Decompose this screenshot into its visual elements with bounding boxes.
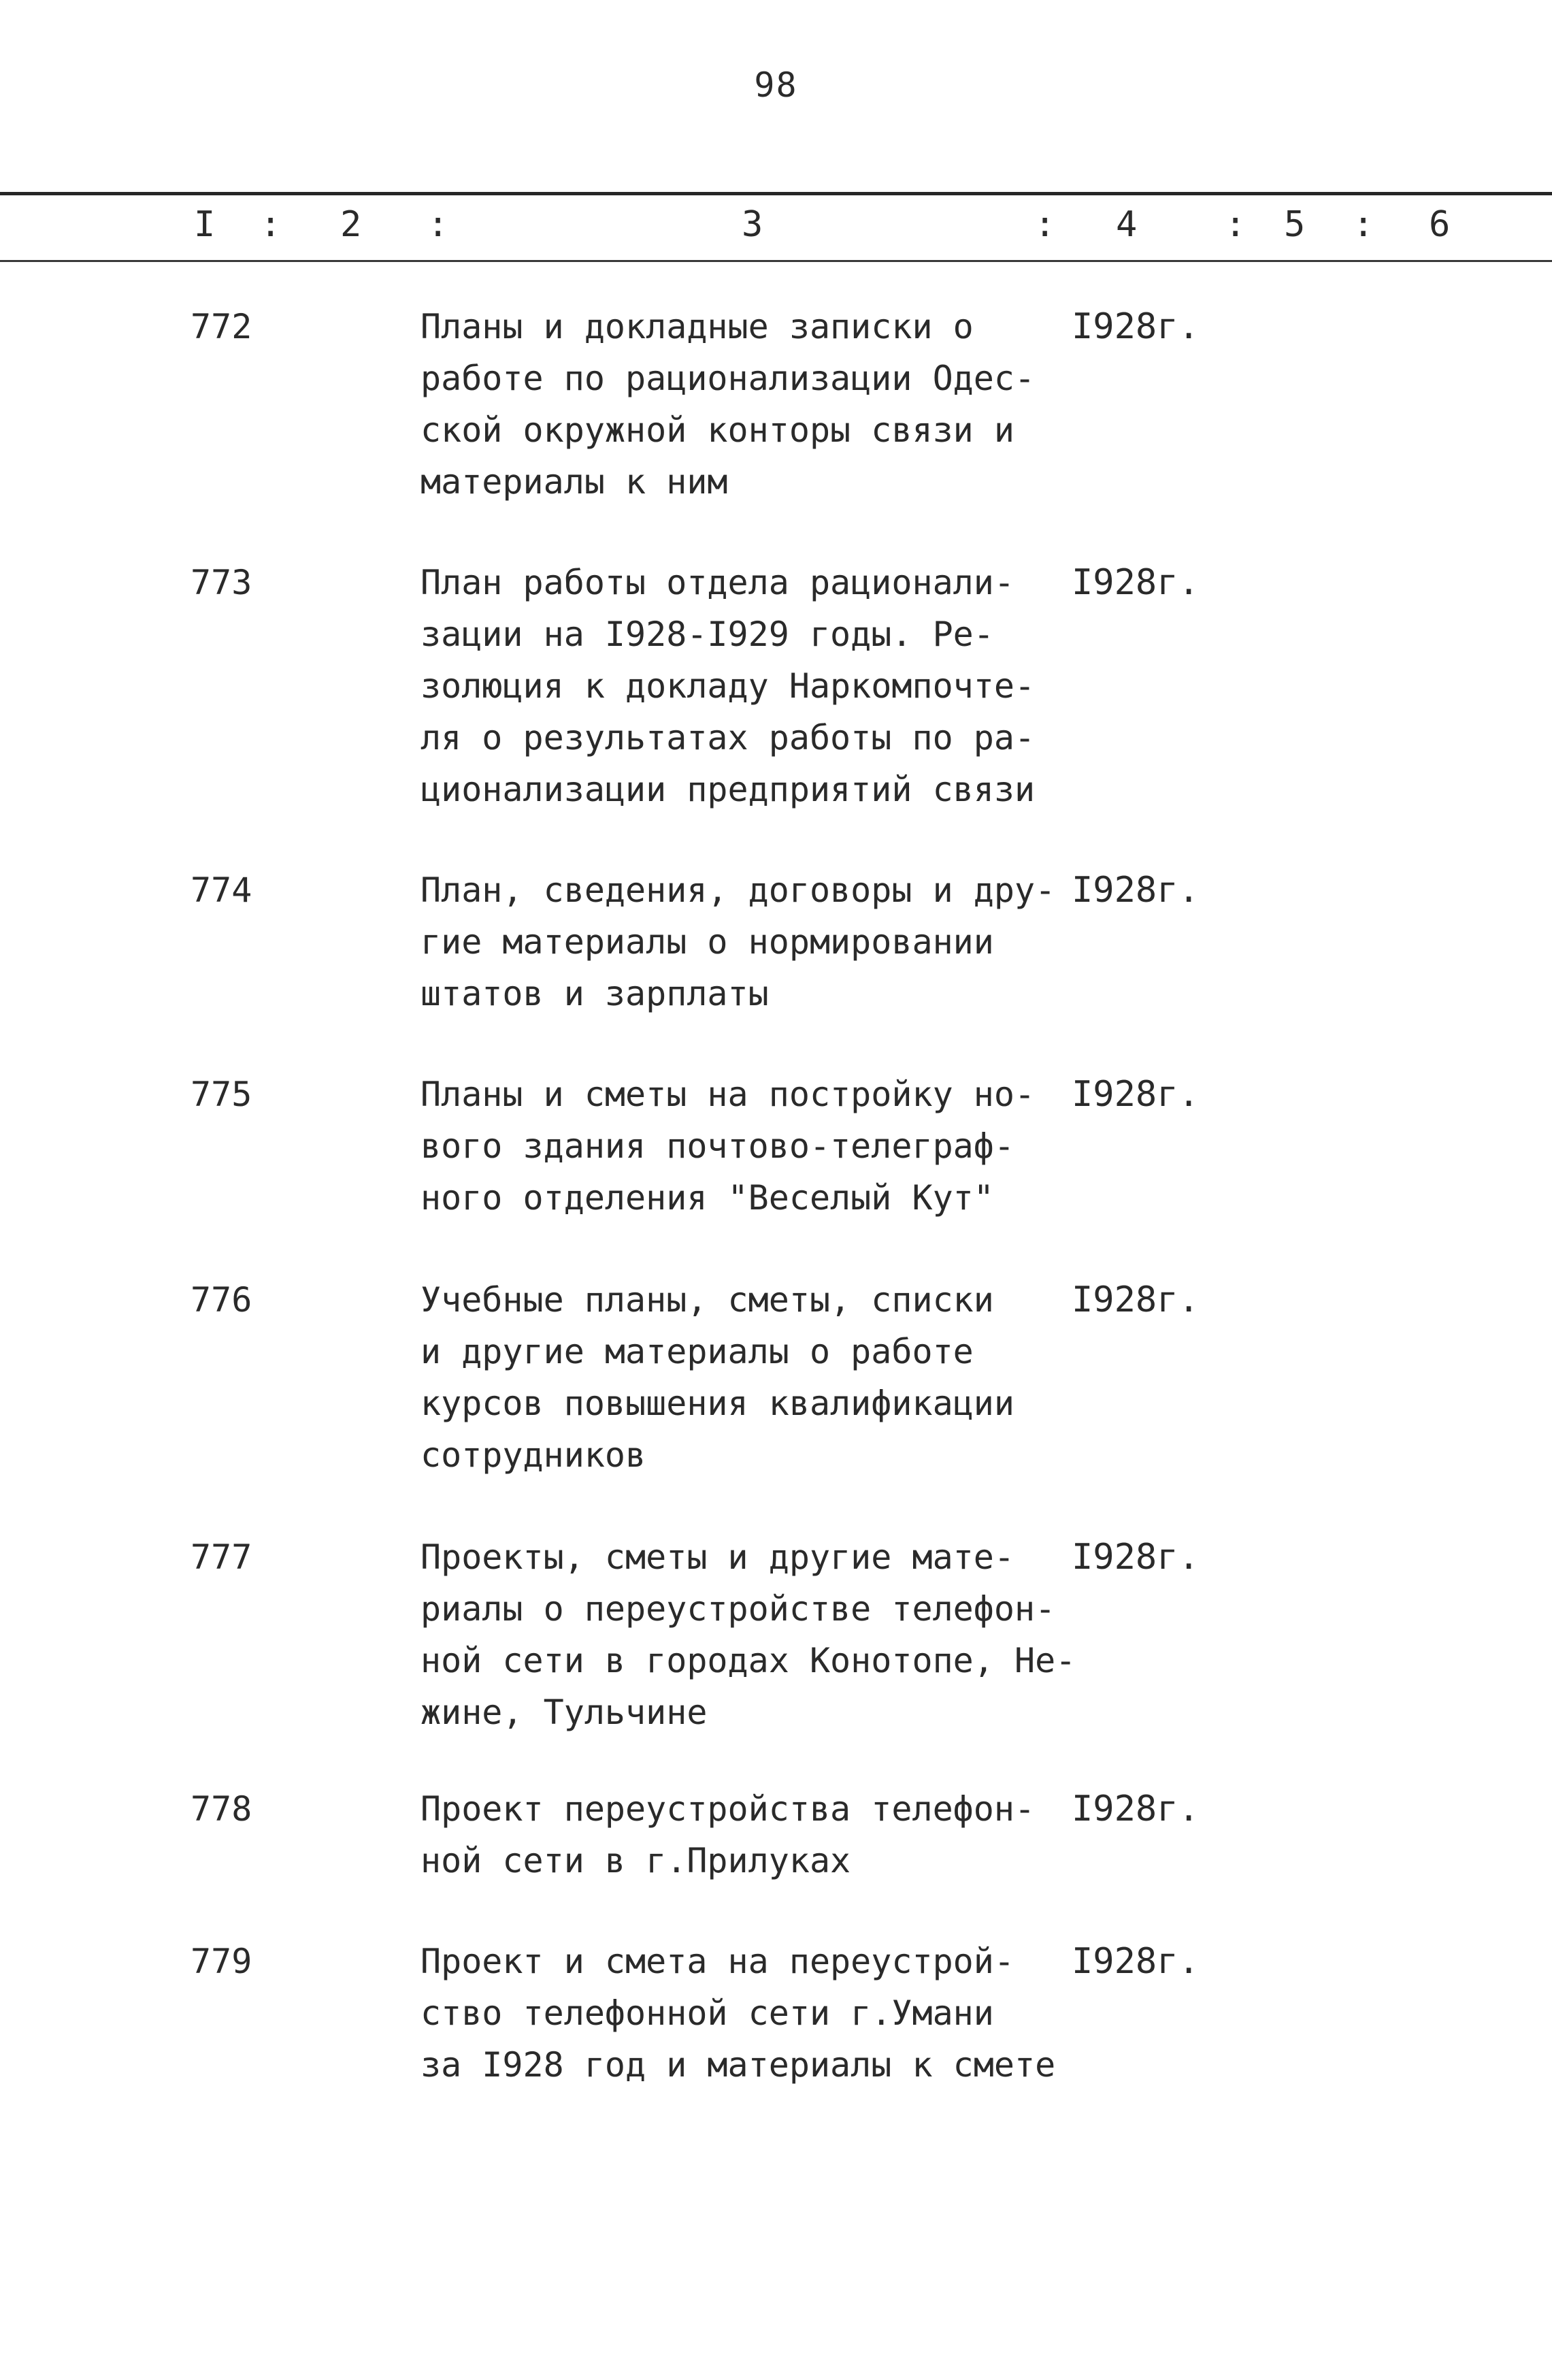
column-separator: : xyxy=(1034,204,1056,245)
description-line: Проекты, сметы и другие мате- xyxy=(420,1537,1014,1577)
description-line: ство телефонной сети г.Умани xyxy=(420,1993,994,2033)
entry-number: 773 xyxy=(191,563,252,602)
column-header-6: 6 xyxy=(1429,204,1451,245)
table-header-rule xyxy=(0,260,1552,262)
entry-number: 779 xyxy=(191,1942,252,1981)
description-line: План работы отдела рационали- xyxy=(420,563,1014,602)
entry-year: I928г. xyxy=(1072,306,1200,347)
entry-description xyxy=(420,1069,1101,1224)
description-line: Учебные планы, сметы, списки xyxy=(420,1280,994,1320)
description-line: за I928 год и материалы к смете xyxy=(420,2045,1056,2085)
column-header-5: 5 xyxy=(1284,204,1306,245)
entry-description xyxy=(420,301,1101,508)
column-header-4: 4 xyxy=(1116,204,1138,245)
column-header-2: 2 xyxy=(340,204,362,245)
entry-description xyxy=(420,1531,1101,1738)
column-separator: : xyxy=(1225,204,1246,245)
entry-number: 775 xyxy=(191,1075,252,1114)
entry-year: I928г. xyxy=(1072,1789,1200,1829)
description-line: золюция к докладу Наркомпочте- xyxy=(420,666,1036,706)
entry-number: 776 xyxy=(191,1280,252,1320)
description-line: риалы о переустройстве телефон- xyxy=(420,1589,1056,1629)
description-line: Планы и докладные записки о xyxy=(420,307,974,346)
entry-year: I928г. xyxy=(1072,870,1200,911)
entry-description xyxy=(420,557,1101,815)
entry-year: I928г. xyxy=(1072,1074,1200,1115)
entry-year: I928г. xyxy=(1072,562,1200,603)
description-line: и другие материалы о работе xyxy=(420,1332,974,1371)
description-line: материалы к ним xyxy=(420,462,728,502)
description-line: работе по рационализации Одес- xyxy=(420,359,1036,398)
column-separator: : xyxy=(1353,204,1374,245)
entry-number: 777 xyxy=(191,1537,252,1577)
description-line: Проект и смета на переустрой- xyxy=(420,1942,1014,1981)
description-line: Планы и сметы на постройку но- xyxy=(420,1075,1036,1114)
entry-description xyxy=(420,864,1101,1020)
column-header-1: I xyxy=(194,204,216,245)
entry-description xyxy=(420,1274,1101,1481)
description-line: Проект переустройства телефон- xyxy=(420,1789,1036,1829)
description-line: жине, Тульчине xyxy=(420,1693,708,1732)
column-separator: : xyxy=(260,204,282,245)
description-line: ционализации предприятий связи xyxy=(420,770,1036,809)
entry-year: I928г. xyxy=(1072,1279,1200,1320)
table-top-rule xyxy=(0,192,1552,195)
entry-description xyxy=(420,1936,1101,2091)
description-line: курсов повышения квалификации xyxy=(420,1384,1014,1423)
description-line: штатов и зарплаты xyxy=(420,974,769,1013)
description-line: ного отделения "Веселый Кут" xyxy=(420,1178,994,1218)
page-number: 98 xyxy=(754,65,798,105)
column-header-3: 3 xyxy=(742,204,763,245)
entry-year: I928г. xyxy=(1072,1537,1200,1578)
entry-year: I928г. xyxy=(1072,1941,1200,1982)
description-line: зации на I928-I929 годы. Ре- xyxy=(420,615,994,654)
description-line: ской окружной конторы связи и xyxy=(420,410,1014,450)
description-line: ля о результатах работы по ра- xyxy=(420,718,1036,757)
entry-number: 772 xyxy=(191,307,252,346)
description-line: ной сети в г.Прилуках xyxy=(420,1841,851,1880)
description-line: ной сети в городах Конотопе, Не- xyxy=(420,1641,1076,1680)
entry-description xyxy=(420,1783,1101,1887)
description-line: План, сведения, договоры и дру- xyxy=(420,870,1056,910)
description-line: вого здания почтово-телеграф- xyxy=(420,1126,1014,1166)
entry-number: 774 xyxy=(191,870,252,910)
description-line: сотрудников xyxy=(420,1435,646,1475)
column-separator: : xyxy=(427,204,449,245)
entry-number: 778 xyxy=(191,1789,252,1829)
description-line: гие материалы о нормировании xyxy=(420,922,994,962)
